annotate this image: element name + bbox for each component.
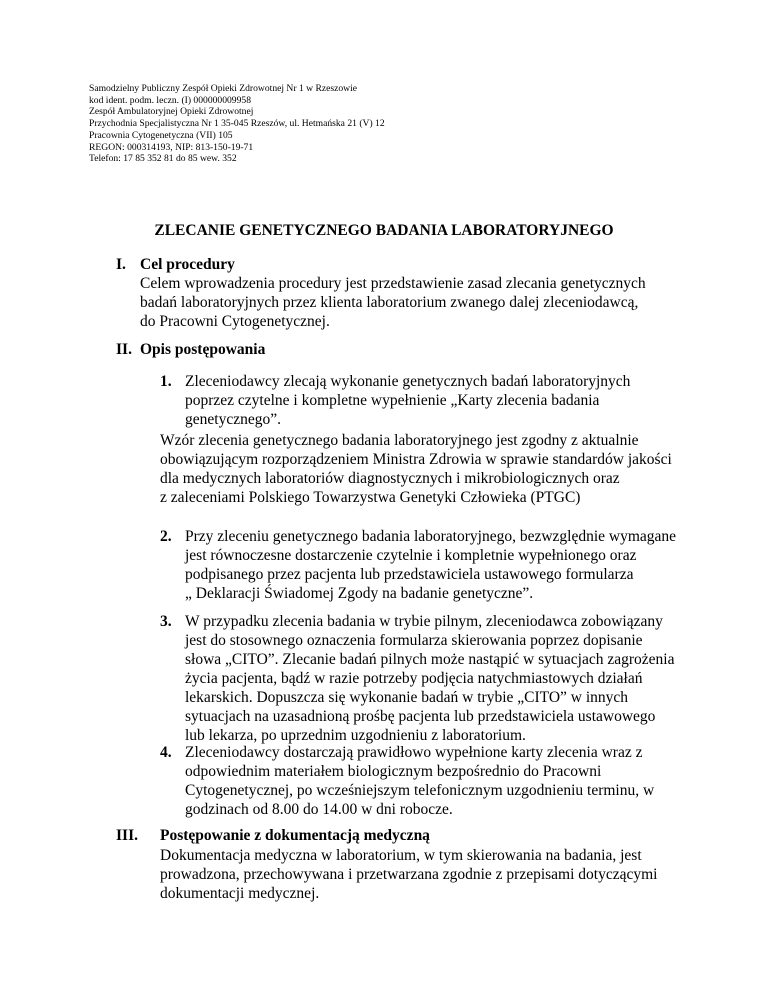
section-2-heading — [116, 341, 265, 359]
section-number: III. — [116, 827, 138, 844]
section-1-body — [140, 274, 646, 331]
text-line: godzinach od 8.00 do 14.00 w dni robocze. — [185, 801, 453, 818]
header-line: kod ident. podm. leczn. (I) 000000009958 — [89, 94, 251, 106]
header-line: Samodzielny Publiczny Zespół Opieki Zdrowotnej Nr 1 w Rzeszowie — [89, 83, 358, 94]
standards-note — [160, 431, 672, 507]
item-number: 4. — [160, 744, 172, 761]
section-number: I. — [116, 256, 126, 273]
document-title: ZLECANIE GENETYCZNEGO BADANIA LABORATORYJNEGO — [154, 222, 614, 239]
section-3-body — [160, 846, 657, 903]
text-line: Przy zleceniu genetycznego badania laboratoryjnego, bezwzględnie wymagane — [185, 528, 677, 545]
header-line: Przychodnia Specjalistyczna Nr 1 35-045 Rzeszów, ul. Hetmańska 21 (V) 12 — [89, 118, 385, 130]
text-line: Cytogenetycznej, po wcześniejszym telefonicznym uzgodnieniu terminu, w — [185, 782, 655, 799]
text-line: obowiązującym rozporządzeniem Ministra Zdrowia w sprawie standardów jakości — [160, 451, 672, 468]
text-line: Celem wprowadzenia procedury jest przedstawienie zasad zlecania genetycznych — [140, 275, 646, 292]
text-line: odpowiednim materiałem biologicznym bezpośrednio do Pracowni — [185, 763, 602, 780]
item-number: 2. — [160, 528, 172, 545]
item-number: 1. — [160, 373, 172, 390]
text-line: do Pracowni Cytogenetycznej. — [140, 313, 330, 330]
text-line: W przypadku zlecenia badania w trybie pilnym, zleceniodawca zobowiązany — [185, 613, 663, 630]
text-line: „ Deklaracji Świadomej Zgody na badanie genetyczne”. — [185, 585, 534, 602]
section-number: II. — [116, 341, 132, 358]
text-line: dokumentacji medycznej. — [160, 885, 320, 902]
header-line: Telefon: 17 85 352 81 do 85 wew. 352 — [89, 153, 237, 165]
text-line: życia pacjenta, bądź w razie potrzeby podjęcia natychmiastowych działań — [185, 670, 643, 687]
text-line: badań laboratoryjnych przez klienta laboratorium zwanego dalej zleceniodawcą, — [140, 294, 639, 311]
text-line: poprzez czytelne i kompletne wypełnienie „Karty zlecenia badania — [185, 392, 600, 409]
section-3-heading — [116, 827, 430, 845]
section-title: Cel procedury — [140, 256, 235, 273]
text-line: prowadzona, przechowywana i przetwarzana zgodnie z przepisami dotyczącymi — [160, 866, 658, 883]
text-line: dla medycznych laboratoriów diagnostycznych i mikrobiologicznych oraz — [160, 470, 620, 487]
institution-header — [89, 83, 385, 165]
section-1-heading — [116, 256, 235, 274]
section-title: Opis postępowania — [140, 341, 266, 358]
header-line: REGON: 000314193, NIP: 813-150-19-71 — [89, 141, 254, 153]
text-line: jest do stosownego oznaczenia formularza skierowania poprzez dopisanie — [185, 632, 643, 649]
item-number: 3. — [160, 613, 172, 630]
text-line: lub lekarza, po uprzednim uzgodnieniu z laboratorium. — [185, 727, 526, 744]
text-line: sytuacjach na uzasadnioną prośbę pacjenta lub przedstawiciela ustawowego — [185, 708, 656, 725]
header-line: Zespół Ambulatoryjnej Opieki Zdrowotnej — [89, 106, 254, 118]
text-line: jest równoczesne dostarczenie czytelnie i kompletnie wypełnionego oraz — [185, 547, 637, 564]
text-line: podpisanego przez pacjenta lub przedstawiciela ustawowego formularza — [185, 566, 634, 583]
text-line: Zleceniodawcy dostarczają prawidłowo wypełnione karty zlecenia wraz z — [185, 744, 643, 761]
text-line: Wzór zlecenia genetycznego badania laboratoryjnego jest zgodny z aktualnie — [160, 432, 639, 449]
text-line: genetycznego”. — [185, 411, 281, 428]
header-line: Pracownia Cytogenetyczna (VII) 105 — [89, 129, 233, 141]
text-line: Dokumentacja medyczna w laboratorium, w tym skierowania na badania, jest — [160, 847, 642, 864]
text-line: Zleceniodawcy zlecają wykonanie genetycznych badań laboratoryjnych — [185, 373, 631, 390]
text-line: z zaleceniami Polskiego Towarzystwa Genetyki Człowieka (PTGC) — [160, 489, 581, 506]
section-title: Postępowanie z dokumentacją medyczną — [160, 827, 430, 844]
text-line: słowa „CITO”. Zlecanie badań pilnych może nastąpić w sytuacjach zagrożenia — [185, 651, 675, 668]
text-line: lekarskich. Dopuszcza się wykonanie badań w trybie „CITO” w innych — [185, 689, 629, 706]
